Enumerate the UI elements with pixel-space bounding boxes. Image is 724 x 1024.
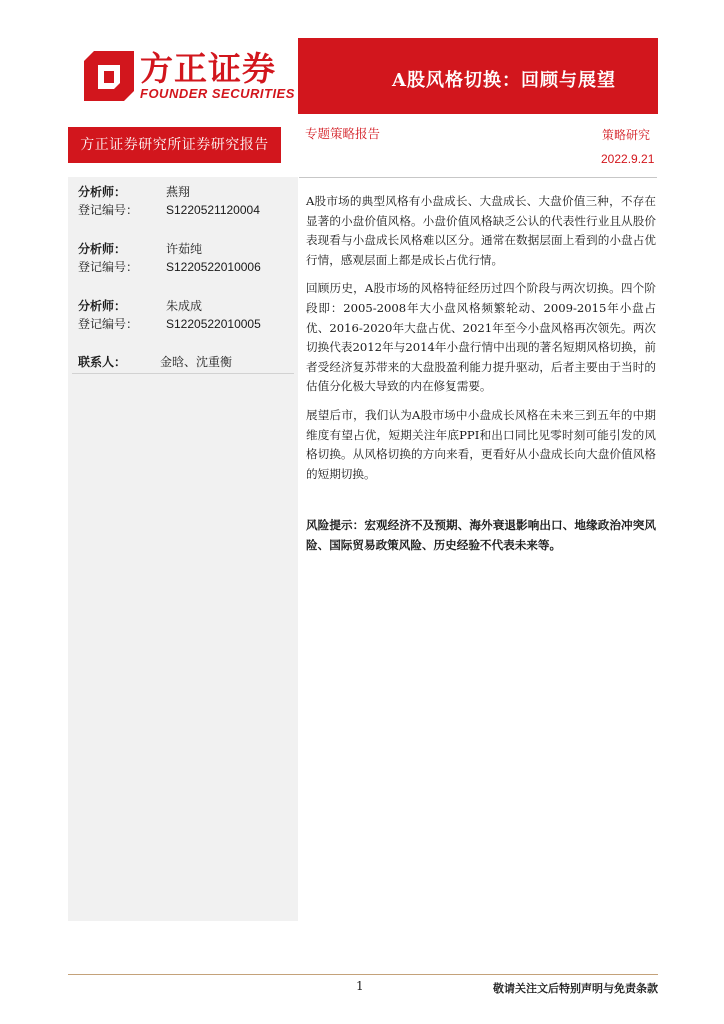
summary-paragraph: 展望后市，我们认为A股市场中小盘成长风格在未来三到五年的中期维度有望占优，短期关注年底PPI和出口同比见零时刻可能引发的风格切换。从风格切换的方向来看，更看好从小盘成长向大盘价值风格的短期切换。 <box>306 407 656 481</box>
analyst-reg-number: S1220521120004 <box>166 203 260 217</box>
analyst-card <box>78 240 293 276</box>
company-logo <box>84 49 295 105</box>
analyst-reg-label: 登记编号： <box>78 260 139 274</box>
analyst-name: 许茹纯 <box>166 242 203 256</box>
institute-banner: 方正证券研究所证券研究报告 <box>68 127 281 163</box>
analyst-card <box>78 183 293 219</box>
analyst-role-label: 分析师： <box>78 185 127 199</box>
report-title: A股风格切换：回顾与展望 <box>392 70 616 91</box>
divider <box>299 177 657 178</box>
summary-paragraph: A股市场的典型风格有小盘成长、大盘成长、大盘价值三种，不存在显著的小盘价值风格。小盘价值风格缺乏公认的代表性行业且从股价表现看与小盘成长风格难以区分。通常在数据层面上看到的小盘占优行情，感观层面上都是成长占优行情。 <box>306 194 656 267</box>
analyst-name: 燕翔 <box>166 185 191 199</box>
analyst-card <box>78 297 293 333</box>
footer-divider <box>68 974 658 975</box>
analyst-reg-number: S1220522010006 <box>166 260 261 274</box>
divider <box>72 373 294 374</box>
analyst-reg-label: 登记编号： <box>78 203 139 217</box>
analyst-reg-number: S1220522010005 <box>166 317 261 331</box>
logo-name-cn: 方正证券 <box>140 49 276 88</box>
risk-warning <box>306 516 656 555</box>
footer-disclaimer: 敬请关注文后特别声明与免责条款 <box>493 982 658 995</box>
report-date: 2022.9.21 <box>601 152 655 166</box>
report-category: 策略研究 <box>602 128 651 142</box>
analyst-reg-label: 登记编号： <box>78 317 139 331</box>
sidebar-panel <box>68 177 298 921</box>
contact-label: 联系人： <box>78 355 127 369</box>
founder-logo-icon <box>84 51 134 101</box>
summary-paragraph: 回顾历史，A股市场的风格特征经历过四个阶段与两次切换。四个阶段即：2005-2008年大小盘风格频繁轮动、2009-2015年小盘占优、2016-2020年大盘占优、2021年至今小盘风格再次领先。两次切换代表2012年与2014年小盘行情中出现的著名短期风格切换，前者受经济复苏带来的大盘股盈利能力提升驱动，后者主要由于当时的估值分化极大导致的内在修复需要。 <box>306 281 656 394</box>
analyst-role-label: 分析师： <box>78 299 127 313</box>
contact-names: 金晗、沈重衡 <box>160 355 233 369</box>
analyst-name: 朱成成 <box>166 299 203 313</box>
report-type: 专题策略报告 <box>305 126 381 141</box>
logo-name-en: FOUNDER SECURITIES <box>140 86 295 101</box>
analyst-role-label: 分析师： <box>78 242 127 256</box>
risk-text: 宏观经济不及预期、海外衰退影响出口、地缘政治冲突风险、国际贸易政策风险、历史经验不代表未来等。 <box>306 518 656 552</box>
title-banner <box>298 38 658 114</box>
risk-label: 风险提示： <box>306 518 365 532</box>
page-number: 1 <box>356 979 364 993</box>
summary-body <box>306 192 656 493</box>
